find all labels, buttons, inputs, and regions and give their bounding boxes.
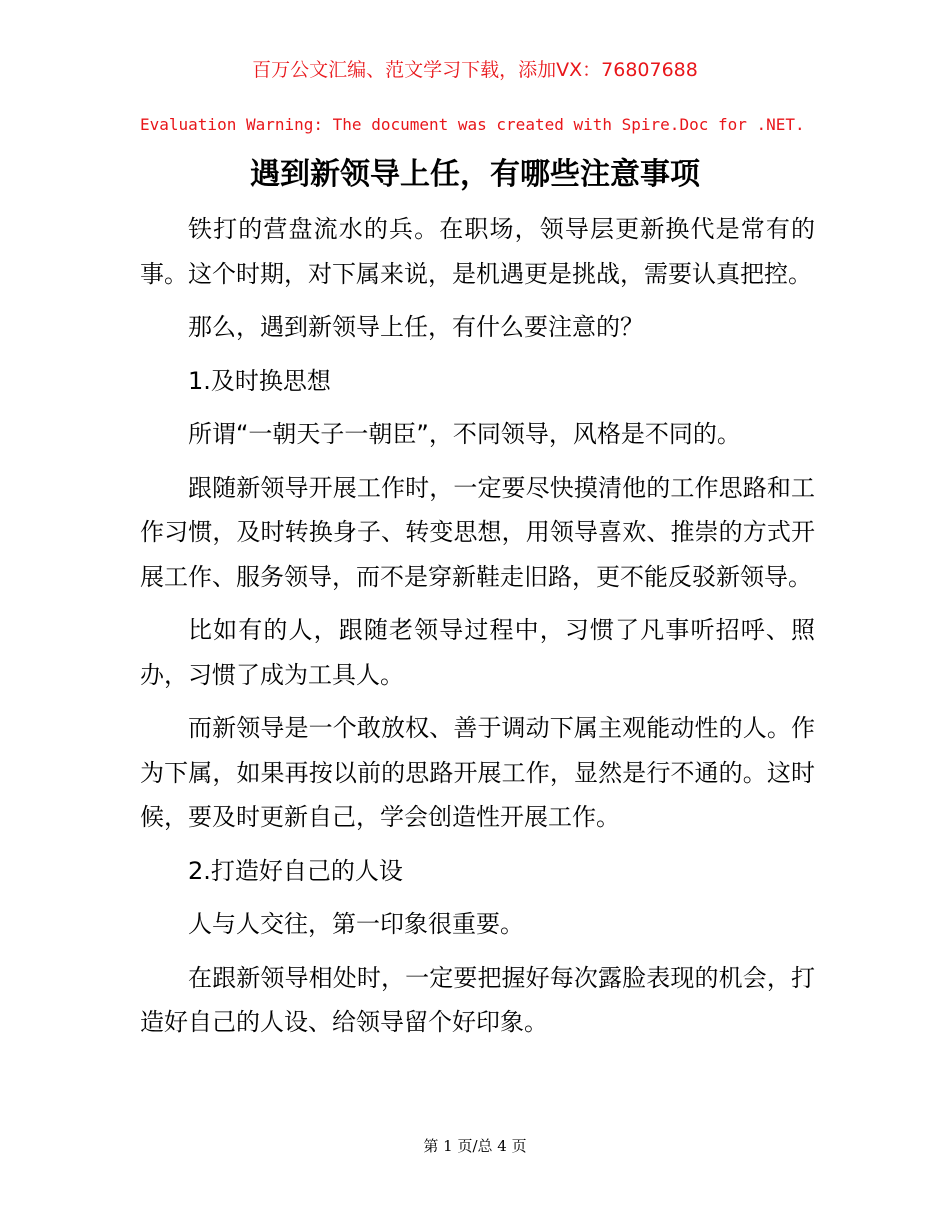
document-title: 遇到新领导上任，有哪些注意事项 bbox=[250, 157, 700, 192]
paragraph: 在跟新领导相处时，一定要把握好每次露脸表现的机会，打造好自己的人设、给领导留个好印象。 bbox=[140, 963, 815, 1036]
evaluation-warning: Evaluation Warning: The document was created with Spire.Doc for .NET. bbox=[140, 115, 805, 134]
section-heading: 2.打造好自己的人设 bbox=[188, 856, 403, 885]
paragraph: 铁打的营盘流水的兵。在职场，领导层更新换代是常有的事。这个时期，对下属来说，是机遇更是挑战，需要认真把控。 bbox=[140, 215, 815, 288]
paragraph: 比如有的人，跟随老领导过程中，习惯了凡事听招呼、照办，习惯了成为工具人。 bbox=[140, 616, 815, 689]
paragraph: 所谓“一朝天子一朝臣”，不同领导，风格是不同的。 bbox=[188, 420, 741, 448]
paragraph: 人与人交往，第一印象很重要。 bbox=[188, 910, 524, 938]
page-footer: 第 1 页/总 4 页 bbox=[423, 1137, 527, 1155]
paragraph: 那么，遇到新领导上任，有什么要注意的？ bbox=[188, 313, 644, 341]
paragraph: 而新领导是一个敢放权、善于调动下属主观能动性的人。作为下属，如果再按以前的思路开展工作，显然是行不通的。这时候，要及时更新自己，学会创造性开展工作。 bbox=[140, 714, 815, 831]
section-heading: 1.及时换思想 bbox=[188, 366, 331, 395]
paragraph: 跟随新领导开展工作时，一定要尽快摸清他的工作思路和工作习惯，及时转换身子、转变思想，用领导喜欢、推崇的方式开展工作、服务领导，而不是穿新鞋走旧路，更不能反驳新领导。 bbox=[140, 473, 815, 591]
document-body bbox=[140, 207, 815, 1054]
header-banner: 百万公文汇编、范文学习下载，添加VX：76807688 bbox=[252, 59, 698, 81]
